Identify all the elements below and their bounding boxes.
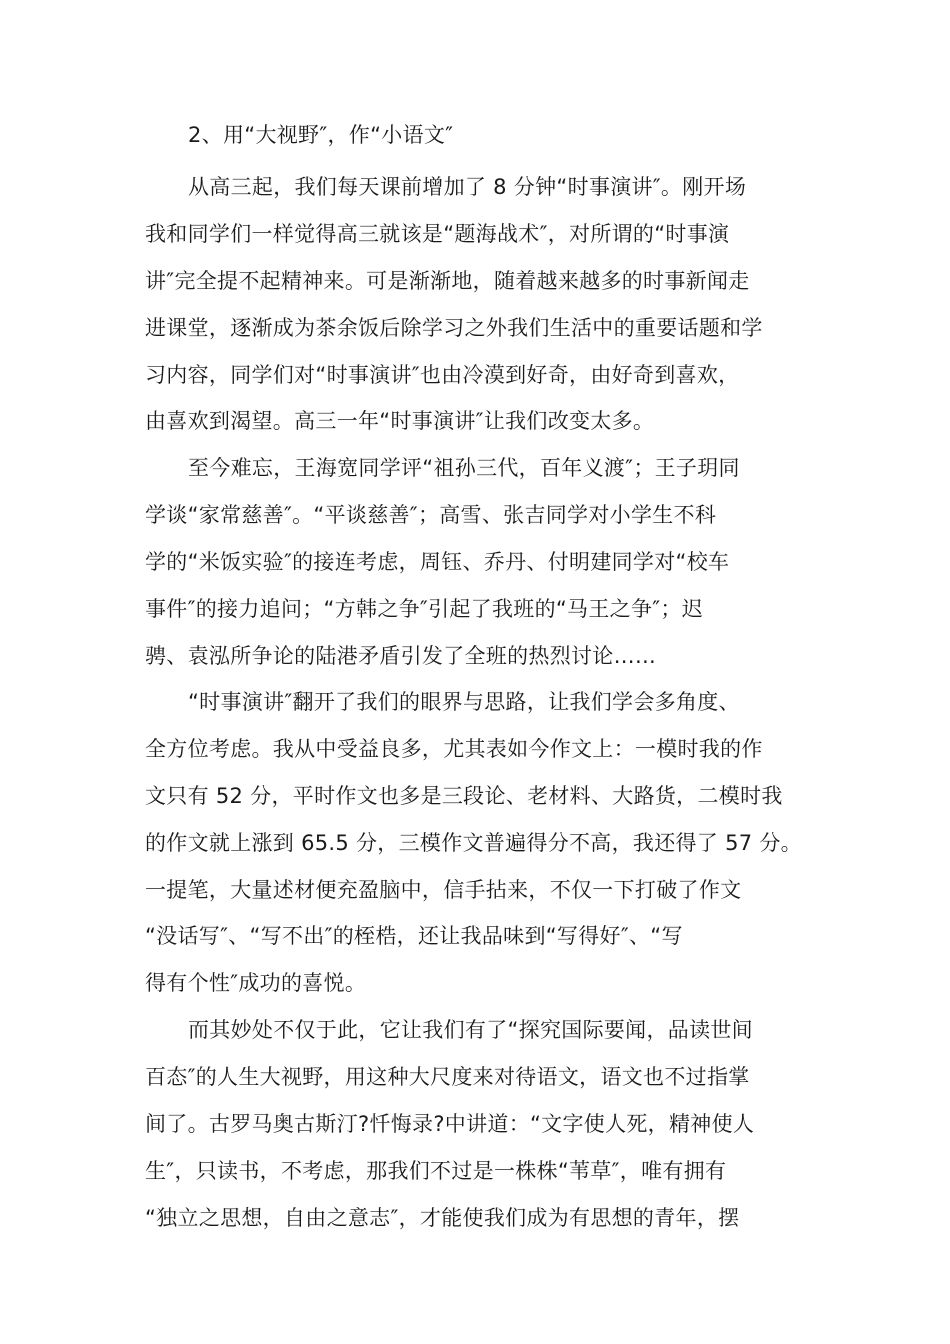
paragraph-line: “没话写″、“写不出″的桎梏，还让我品味到“写得好″、“写 — [145, 924, 683, 948]
paragraph-line: 学谈“家常慈善″。“平谈慈善″；高雪、张吉同学对小学生不科 — [145, 503, 717, 527]
paragraph-line: 文只有 52 分，平时作文也多是三段论、老材料、大路货，二模时我 — [145, 784, 783, 808]
paragraph-line: 得有个性″成功的喜悦。 — [145, 971, 367, 995]
paragraph-line: 一提笔，大量述材便充盈脑中，信手拈来，不仅一下打破了作文 — [145, 878, 742, 902]
paragraph-line: 讲″完全提不起精神来。可是渐渐地，随着越来越多的时事新闻走 — [145, 269, 750, 293]
paragraph-line: 至今难忘，王海宽同学评“祖孙三代，百年义渡″；王子玥同 — [188, 456, 740, 480]
paragraph-line: 学的“米饭实验″的接连考虑，周钰、乔丹、付明建同学对“校车 — [145, 550, 730, 574]
paragraph-line: 进课堂，逐渐成为茶余饭后除学习之外我们生活中的重要话题和学 — [145, 316, 763, 340]
paragraph-line: “独立之思想，自由之意志″，才能使我们成为有思想的青年，摆 — [145, 1206, 740, 1230]
paragraph-line: 的作文就上涨到 65.5 分，三模作文普遍得分不高，我还得了 57 分。 — [145, 831, 802, 855]
paragraph-line: 习内容，同学们对“时事演讲″也由冷漠到好奇，由好奇到喜欢， — [145, 363, 740, 387]
paragraph-line: 我和同学们一样觉得高三就该是“题海战术″，对所谓的“时事演 — [145, 222, 730, 246]
section-heading: 2、用“大视野″，作“小语文″ — [188, 123, 454, 147]
paragraph-line: 间了。古罗马奥古斯汀?忏悔录?中讲道：“文字使人死，精神使人 — [145, 1112, 755, 1136]
paragraph-line: 从高三起，我们每天课前增加了 8 分钟“时事演讲″。刚开场 — [188, 175, 747, 199]
paragraph-line: “时事演讲″翻开了我们的眼界与思路，让我们学会多角度、 — [188, 690, 740, 714]
paragraph-line: 百态″的人生大视野，用这种大尺度来对待语文，语文也不过指掌 — [145, 1065, 750, 1089]
paragraph-line: 生″，只读书，不考虑，那我们不过是一株株“苇草″，唯有拥有 — [145, 1159, 727, 1183]
paragraph-line: 骋、袁泓所争论的陆港矛盾引发了全班的热烈讨论…… — [145, 644, 657, 668]
paragraph-line: 而其妙处不仅于此，它让我们有了“探究国际要闻，品读世间 — [188, 1018, 753, 1042]
paragraph-line: 事件″的接力追问；“方韩之争″引起了我班的“马王之争″；迟 — [145, 597, 703, 621]
paragraph-line: 由喜欢到渴望。高三一年“时事演讲″让我们改变太多。 — [145, 409, 655, 433]
paragraph-line: 全方位考虑。我从中受益良多，尤其表如今作文上：一模时我的作 — [145, 737, 763, 761]
